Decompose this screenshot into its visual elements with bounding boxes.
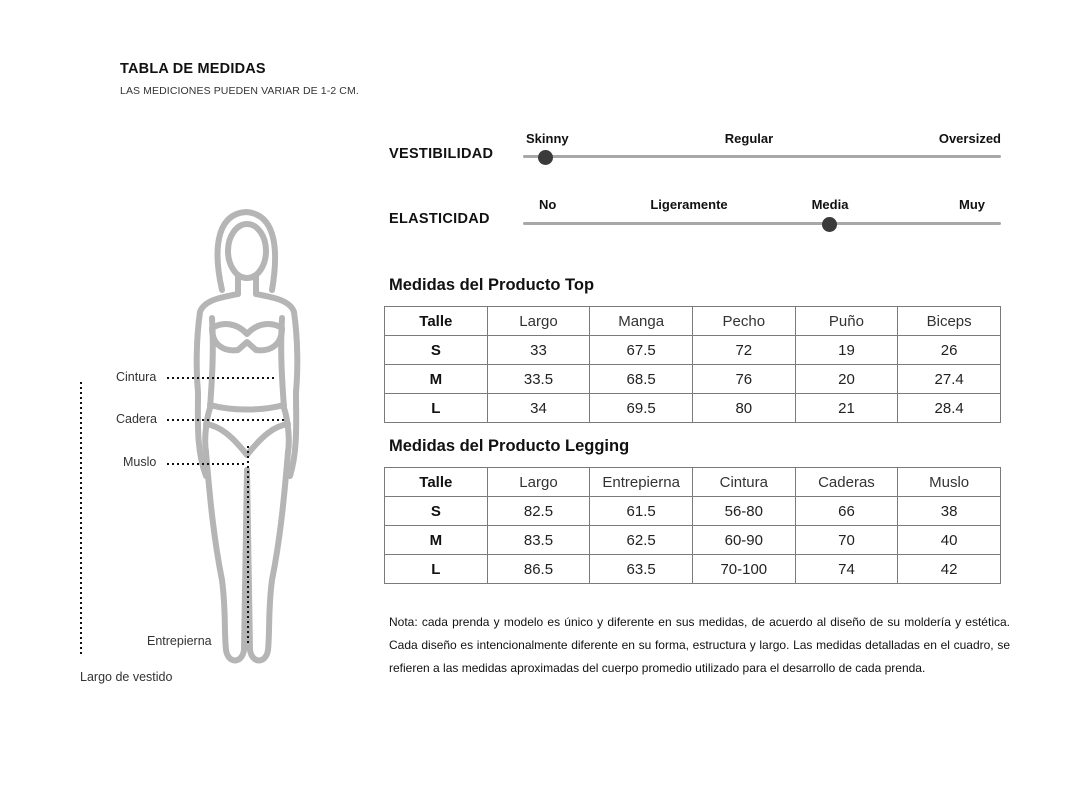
table-cell: 72: [692, 336, 795, 365]
table-cell: 70-100: [692, 555, 795, 584]
table-cell: 70: [795, 526, 898, 555]
body-figure: [0, 0, 380, 786]
table-cell: 82.5: [487, 497, 590, 526]
label-muslo: Muslo: [123, 455, 157, 469]
table-cell: 21: [795, 394, 898, 423]
column-header: Largo: [487, 307, 590, 336]
table-cell: 33: [487, 336, 590, 365]
column-header: Biceps: [898, 307, 1001, 336]
table-cell: 86.5: [487, 555, 590, 584]
note-text: Nota: cada prenda y modelo es único y diferente en sus medidas, de acuerdo al diseño de su moldería y estética. Cada diseño es intencionalmente diferente en su forma, estructura y largo. Las medidas detalladas en el cuadro, se refieren a las medidas aproximadas del cuerpo promedio utilizado para el desarrollo de cada prenda.: [389, 615, 1010, 675]
underwear-outline: [206, 424, 288, 455]
table-cell: 69.5: [590, 394, 693, 423]
size-cell: M: [385, 365, 488, 394]
column-header: Caderas: [795, 468, 898, 497]
table-cell: 63.5: [590, 555, 693, 584]
column-header: Cintura: [692, 468, 795, 497]
table-cell: 80: [692, 394, 795, 423]
elasticity-scale-track: [523, 222, 1001, 225]
table-cell: 33.5: [487, 365, 590, 394]
page-title: TABLA DE MEDIDAS: [120, 61, 266, 77]
table-cell: 61.5: [590, 497, 693, 526]
column-header: Muslo: [898, 468, 1001, 497]
size-cell: S: [385, 336, 488, 365]
label-entrepierna: Entrepierna: [147, 634, 212, 648]
table-cell: 74: [795, 555, 898, 584]
table-cell: 20: [795, 365, 898, 394]
label-cadera: Cadera: [116, 412, 157, 426]
size-cell: M: [385, 526, 488, 555]
table-header-row: [385, 307, 1001, 336]
table-cell: 60-90: [692, 526, 795, 555]
top-table-title: Medidas del Producto Top: [389, 276, 595, 294]
table-cell: 68.5: [590, 365, 693, 394]
table-row: [385, 365, 1001, 394]
elasticity-label-media: Media: [811, 197, 849, 212]
legging-table-title: Medidas del Producto Legging: [389, 437, 630, 455]
table-cell: 42: [898, 555, 1001, 584]
table-cell: 67.5: [590, 336, 693, 365]
column-header: Talle: [385, 307, 488, 336]
top-size-table: [384, 306, 1001, 423]
table-row: [385, 555, 1001, 584]
label-cintura: Cintura: [116, 370, 157, 384]
bra-outline: [212, 324, 282, 350]
table-cell: 27.4: [898, 365, 1001, 394]
size-cell: L: [385, 555, 488, 584]
right-leg-outline: [247, 452, 288, 661]
column-header: Entrepierna: [590, 468, 693, 497]
fit-scale-title: VESTIBILIDAD: [389, 146, 494, 162]
column-header: Talle: [385, 468, 488, 497]
waistband-outline: [210, 405, 284, 410]
figure-silhouette: [197, 212, 298, 661]
size-cell: L: [385, 394, 488, 423]
column-header: Puño: [795, 307, 898, 336]
table-cell: 19: [795, 336, 898, 365]
table-cell: 56-80: [692, 497, 795, 526]
elasticity-label-no: No: [539, 197, 557, 212]
fit-label-oversized: Oversized: [938, 131, 1001, 146]
size-cell: S: [385, 497, 488, 526]
elasticity-label-muy: Muy: [959, 197, 985, 212]
fit-label-skinny: Skinny: [526, 131, 569, 146]
column-header: Largo: [487, 468, 590, 497]
label-largo-vestido: Largo de vestido: [80, 670, 173, 684]
elasticity-scale-marker: [822, 217, 837, 232]
table-cell: 62.5: [590, 526, 693, 555]
elasticity-label-ligeramente: Ligeramente: [650, 197, 728, 212]
table-row: [385, 336, 1001, 365]
table-cell: 38: [898, 497, 1001, 526]
face-outline: [228, 224, 266, 278]
table-row: [385, 394, 1001, 423]
table-cell: 40: [898, 526, 1001, 555]
elasticity-scale-title: ELASTICIDAD: [389, 211, 490, 227]
column-header: Pecho: [692, 307, 795, 336]
fit-label-regular: Regular: [724, 131, 774, 146]
table-row: [385, 497, 1001, 526]
table-cell: 28.4: [898, 394, 1001, 423]
table-cell: 76: [692, 365, 795, 394]
table-cell: 26: [898, 336, 1001, 365]
table-row: [385, 526, 1001, 555]
table-cell: 34: [487, 394, 590, 423]
column-header: Manga: [590, 307, 693, 336]
legging-size-table: [384, 467, 1001, 584]
page-subtitle: LAS MEDICIONES PUEDEN VARIAR DE 1-2 CM.: [120, 85, 359, 97]
table-cell: 66: [795, 497, 898, 526]
left-leg-outline: [206, 452, 247, 661]
fit-scale-track: [523, 155, 1001, 158]
fit-scale-marker: [538, 150, 553, 165]
table-header-row: [385, 468, 1001, 497]
table-cell: 83.5: [487, 526, 590, 555]
